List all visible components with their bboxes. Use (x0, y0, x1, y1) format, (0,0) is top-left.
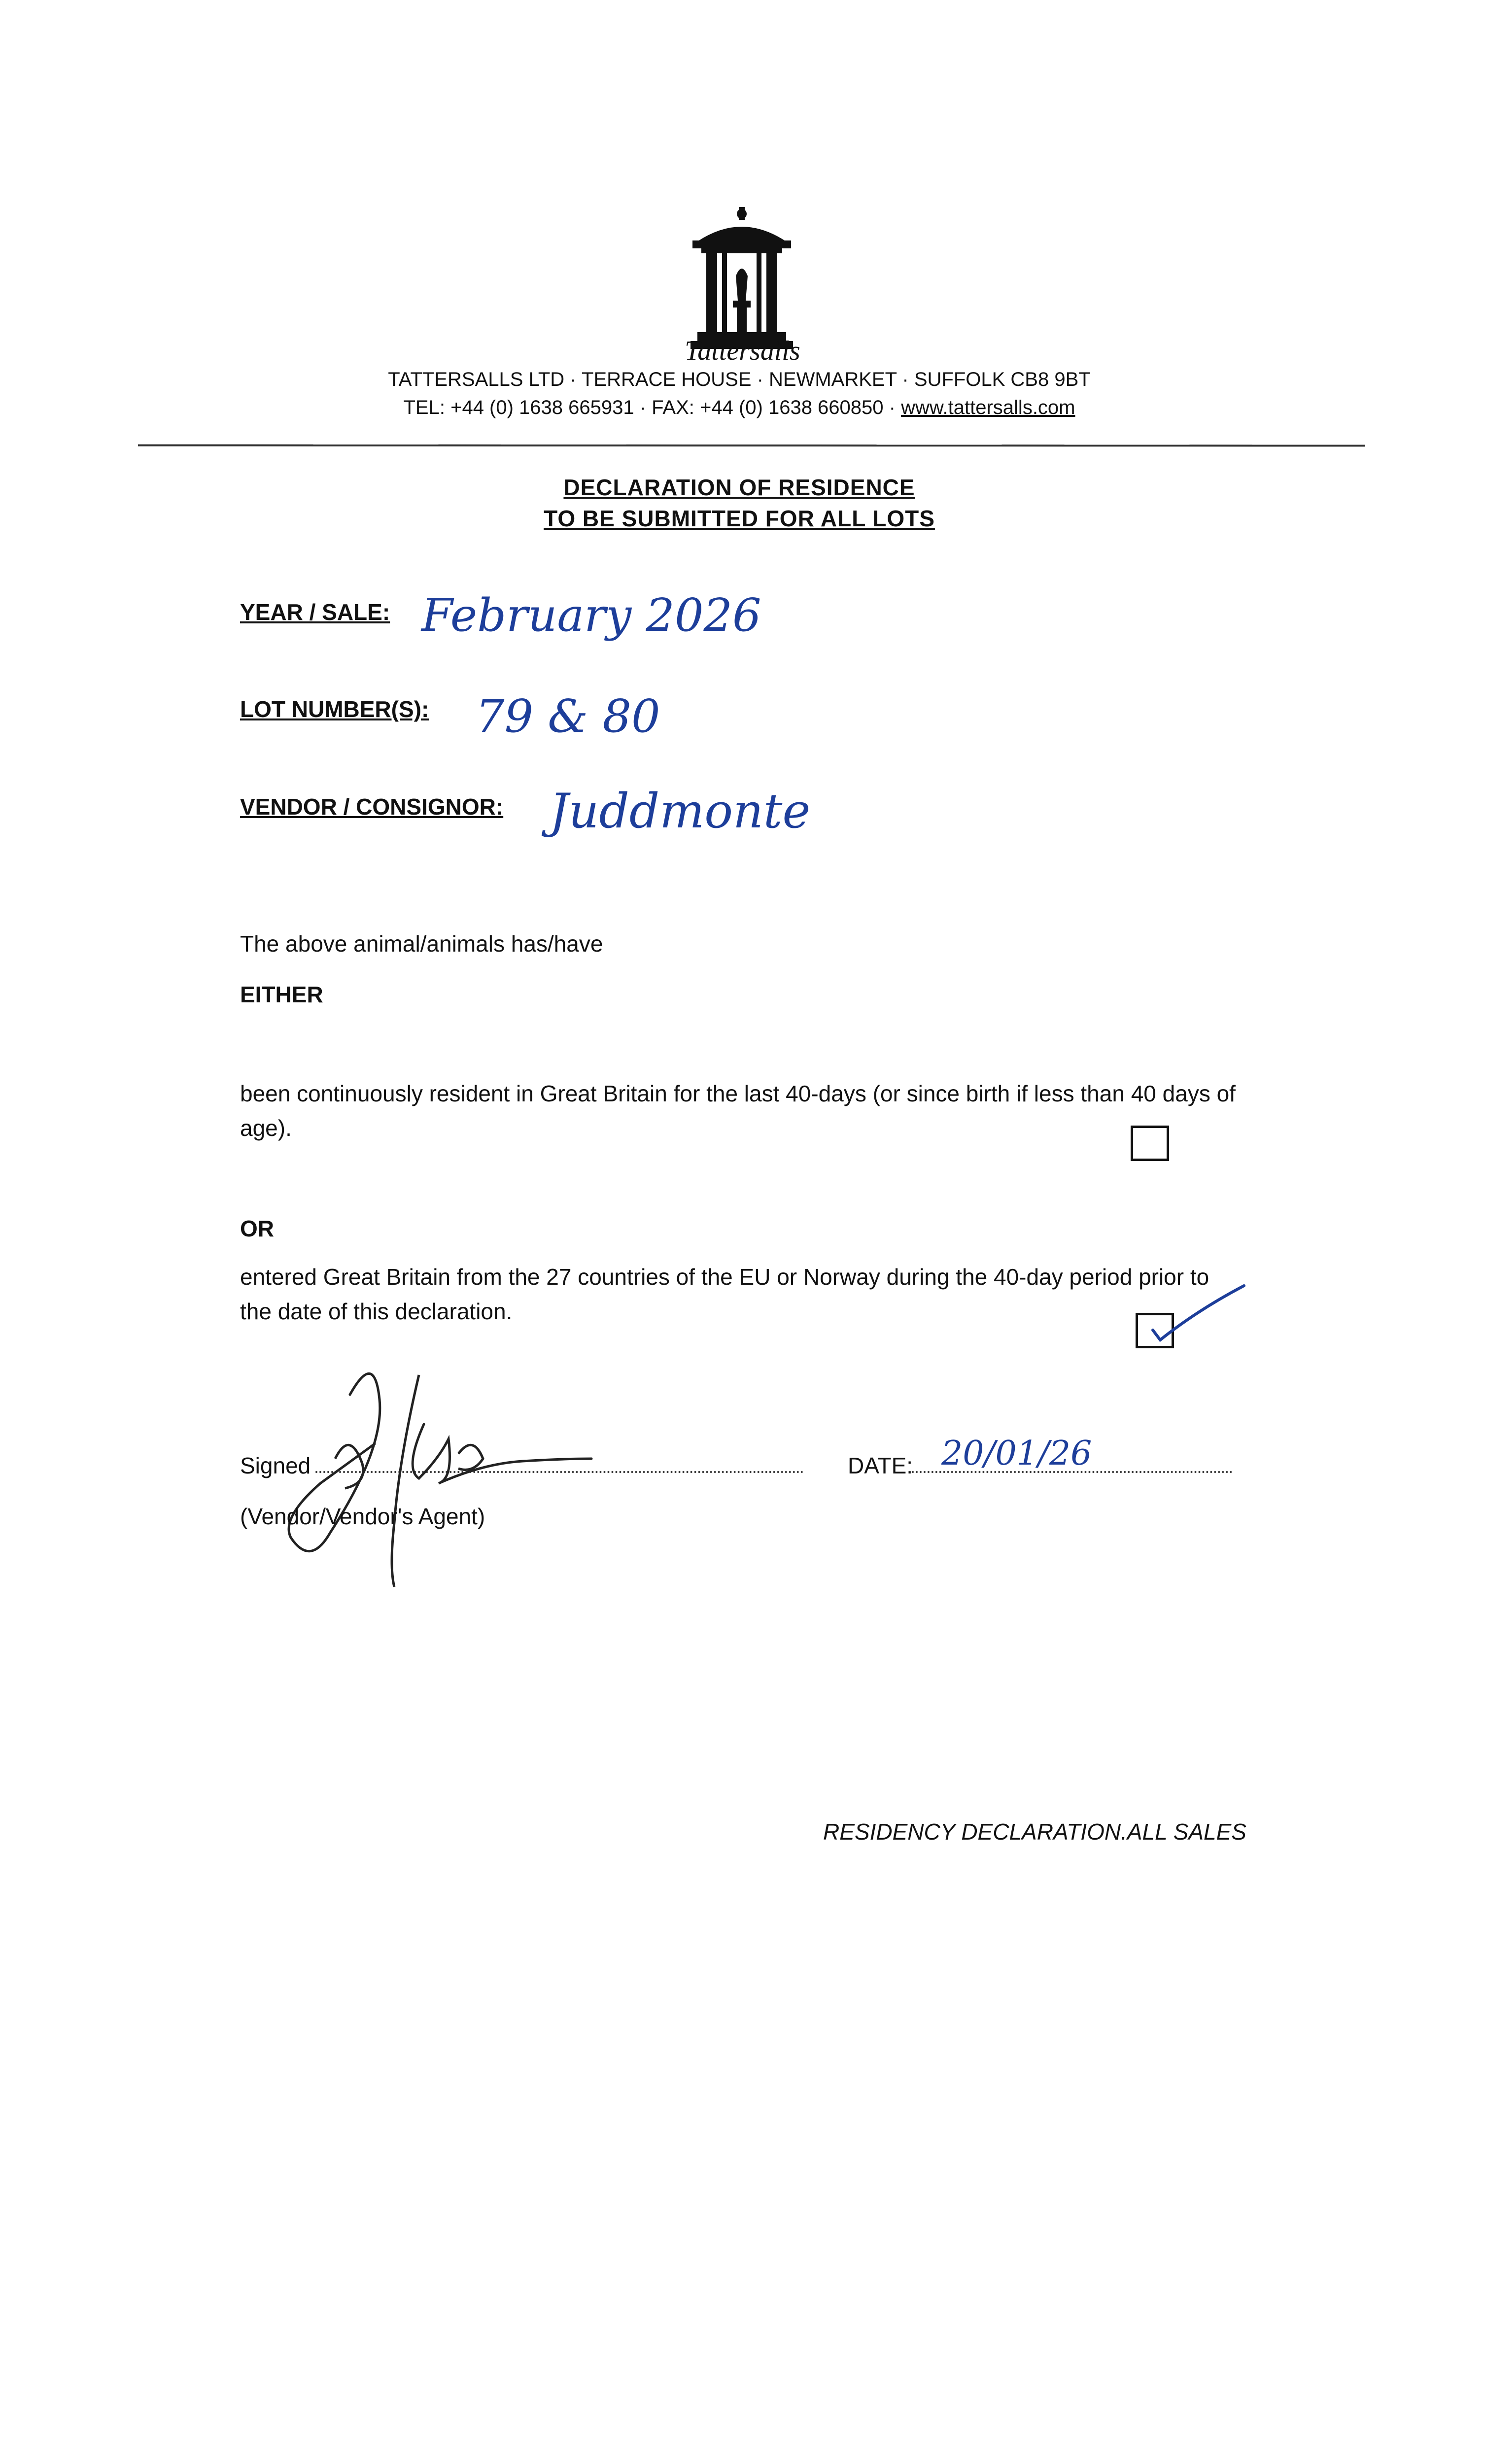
year-sale-value[interactable]: February 2026 (421, 589, 761, 642)
document-title: DECLARATION OF RESIDENCE (563, 475, 915, 500)
contact-line (246, 397, 1232, 419)
vendor-value[interactable]: Juddmonte (550, 784, 811, 839)
document-subtitle: TO BE SUBMITTED FOR ALL LOTS (544, 506, 935, 531)
date-value[interactable]: 20/01/26 (941, 1434, 1092, 1473)
option-entered-checkbox[interactable] (1136, 1313, 1174, 1348)
lot-numbers-label: LOT NUMBER(S): (240, 696, 429, 722)
lot-numbers-value[interactable]: 79 & 80 (476, 690, 660, 743)
handwritten-signature[interactable] (276, 1360, 601, 1592)
website-link[interactable]: www.tattersalls.com (901, 397, 1075, 418)
footer-note: RESIDENCY DECLARATION.ALL SALES (823, 1819, 1246, 1845)
tattersalls-logo (688, 207, 796, 355)
address-line: TATTERSALLS LTD · TERRACE HOUSE · NEWMARKET · SUFFOLK CB8 9BT (388, 369, 1091, 390)
header-divider (138, 445, 1365, 447)
contact-numbers: TEL: +44 (0) 1638 665931 · FAX: +44 (0) 1638 660850 · (403, 397, 901, 418)
or-heading: OR (240, 1216, 274, 1241)
signer-caption: (Vendor/Vendor's Agent) (240, 1504, 485, 1529)
vendor-label: VENDOR / CONSIGNOR: (240, 794, 504, 820)
brand-name: Tattersalls (685, 336, 800, 366)
check-mark-icon (1138, 1281, 1256, 1355)
option-entered-text: entered Great Britain from the 27 countries of the EU or Norway during the 40-day period prior to the date of this declaration. (240, 1264, 1209, 1324)
signed-label: Signed (240, 1453, 311, 1478)
either-heading: EITHER (240, 982, 323, 1007)
year-sale-label: YEAR / SALE: (240, 599, 390, 625)
date-label: DATE: (848, 1453, 913, 1478)
option-resident-text: been continuously resident in Great Britain for the last 40-days (or since birth if less than 40 days of age). (240, 1081, 1236, 1141)
option-resident-checkbox[interactable] (1131, 1126, 1169, 1161)
intro-text: The above animal/animals has/have (240, 931, 603, 957)
